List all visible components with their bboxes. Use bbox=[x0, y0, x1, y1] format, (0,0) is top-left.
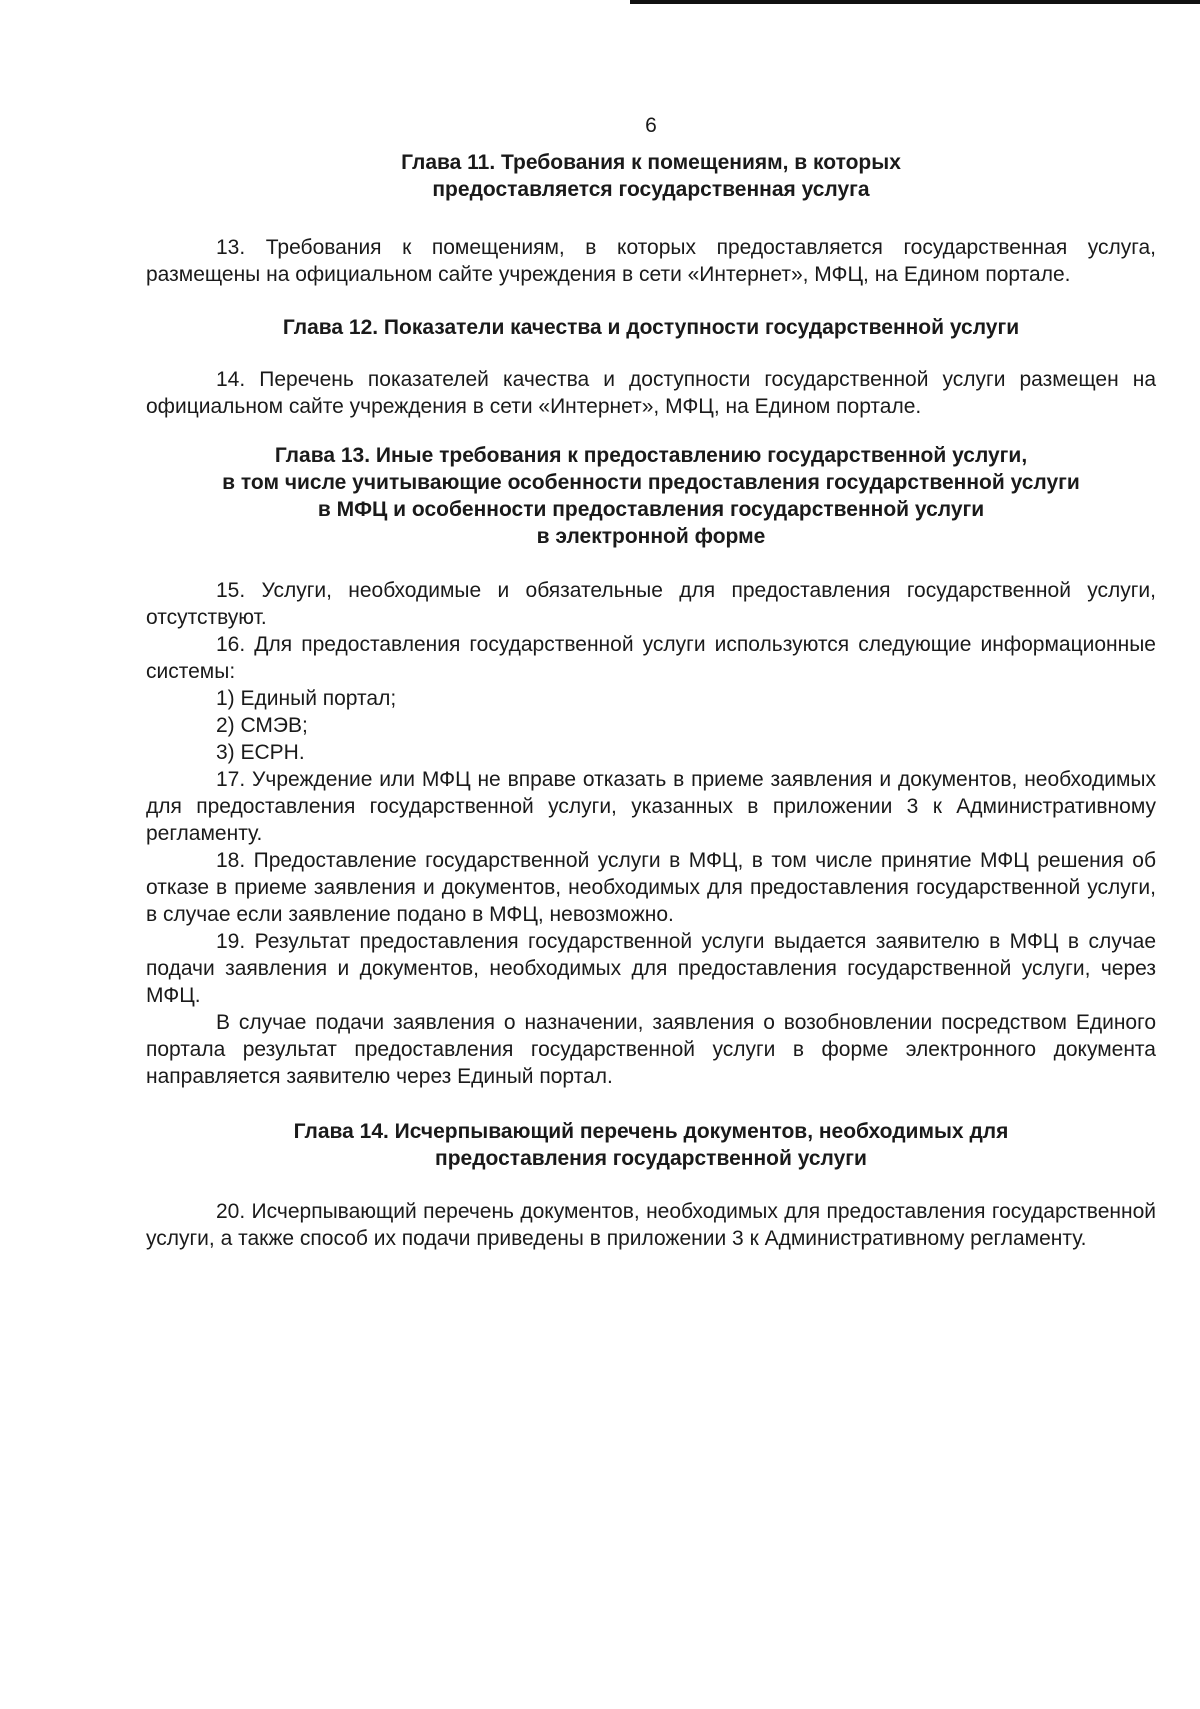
heading-line: Глава 11. Требования к помещениям, в которых bbox=[401, 151, 901, 174]
paragraph-20: 20. Исчерпывающий перечень документов, необходимых для предоставления государственной услуги, а также способ их подачи приведены в приложении 3 к Административному регламенту. bbox=[146, 1200, 1156, 1250]
paragraph-13: 13. Требования к помещениям, в которых предоставляется государственная услуга, размещены на официальном сайте учреждения в сети «Интернет», МФЦ, на Едином портале. bbox=[146, 236, 1156, 286]
heading-line: предоставления государственной услуги bbox=[435, 1147, 867, 1170]
paragraph-18: 18. Предоставление государственной услуги в МФЦ, в том числе принятие МФЦ решения об отказе в приеме заявления и документов, необходимых для предоставления государственной услуги, в случае если заявление подано в МФЦ, невозможно. bbox=[146, 849, 1156, 926]
chapter-12-heading bbox=[146, 314, 1156, 341]
paragraph-16: 16. Для предоставления государственной услуги используются следующие информационные системы: bbox=[146, 633, 1156, 683]
heading-line: в МФЦ и особенности предоставления государственной услуги bbox=[317, 498, 985, 521]
scan-edge-mark bbox=[630, 0, 1200, 4]
list-item: 1) Единый портал; bbox=[216, 687, 397, 710]
heading-line: в электронной форме bbox=[536, 525, 766, 548]
paragraph-17: 17. Учреждение или МФЦ не вправе отказать в приеме заявления и документов, необходимых для предоставления государственной услуги, указанных в приложении 3 к Административному регламенту. bbox=[146, 768, 1156, 845]
document-page bbox=[146, 112, 1156, 1252]
heading-line: в том числе учитывающие особенности предоставления государственной услуги bbox=[222, 471, 1080, 494]
heading-line: Глава 12. Показатели качества и доступности государственной услуги bbox=[282, 316, 1020, 339]
heading-line: Глава 13. Иные требования к предоставлению государственной услуги, bbox=[274, 444, 1028, 467]
chapter-14-heading bbox=[146, 1118, 1156, 1172]
heading-line: предоставляется государственная услуга bbox=[432, 178, 870, 201]
list-item: 3) ЕСРН. bbox=[216, 741, 305, 764]
list-item: 2) СМЭВ; bbox=[216, 714, 308, 737]
paragraph-15: 15. Услуги, необходимые и обязательные для предоставления государственной услуги, отсутствуют. bbox=[146, 579, 1156, 629]
page-number: 6 bbox=[645, 114, 657, 137]
paragraph-19-continuation: В случае подачи заявления о назначении, заявления о возобновлении посредством Единого портала результат предоставления государственной услуги в форме электронного документа направляется заявителю через Единый портал. bbox=[146, 1011, 1156, 1088]
chapter-11-heading bbox=[146, 149, 1156, 203]
paragraph-14: 14. Перечень показателей качества и доступности государственной услуги размещен на официальном сайте учреждения в сети «Интернет», МФЦ, на Едином портале. bbox=[146, 368, 1156, 418]
paragraph-19: 19. Результат предоставления государственной услуги выдается заявителю в МФЦ в случае подачи заявления и документов, необходимых для предоставления государственной услуги, через МФЦ. bbox=[146, 930, 1156, 1007]
heading-line: Глава 14. Исчерпывающий перечень документов, необходимых для bbox=[293, 1120, 1009, 1143]
chapter-13-heading bbox=[146, 442, 1156, 550]
